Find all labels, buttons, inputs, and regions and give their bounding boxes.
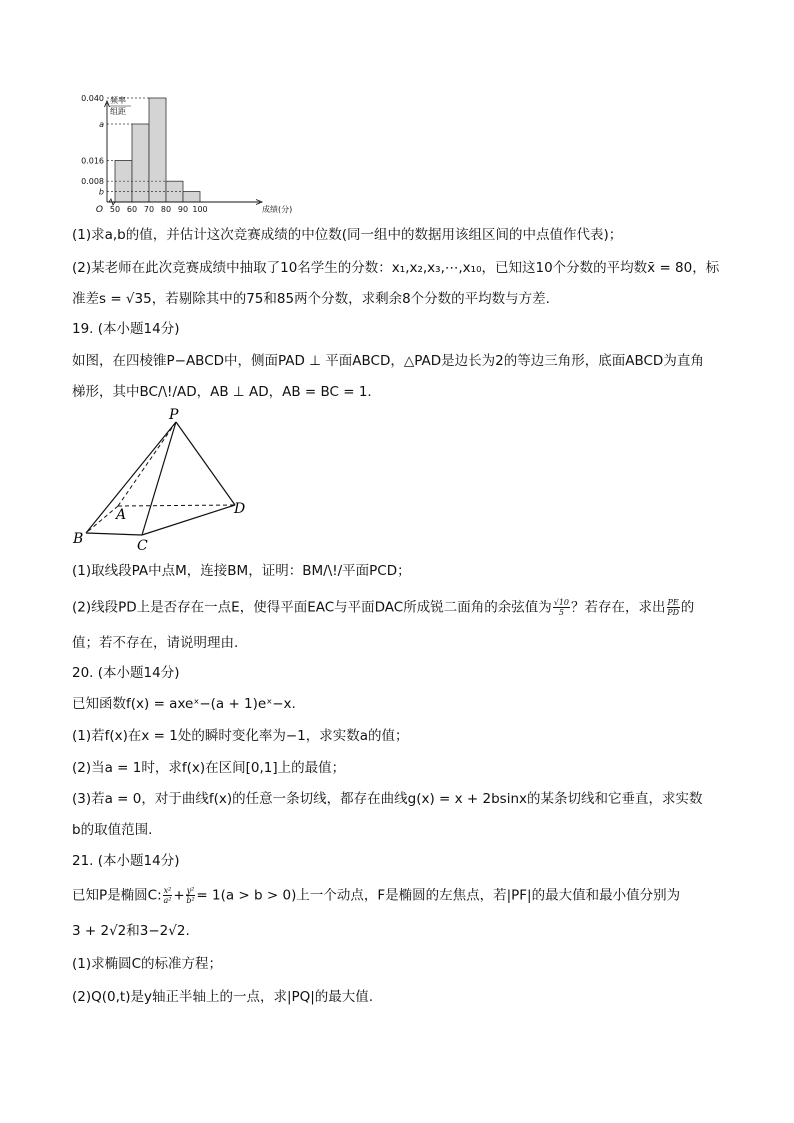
q20-part1: (1)若f(x)在x = 1处的瞬时变化率为−1，求实数a的值； bbox=[72, 728, 409, 744]
bar-90-100 bbox=[183, 192, 200, 202]
edge-PC bbox=[142, 422, 176, 535]
edge-BC bbox=[86, 533, 142, 535]
q18-part2-line2: 准差s = √35，若剔除其中的75和85两个分数，求剩余8个分数的平均数与方差. bbox=[72, 291, 550, 307]
q19-stem-line2: 梯形，其中BC/\!/AD，AB ⊥ AD，AB = BC = 1. bbox=[72, 384, 372, 400]
label-A: A bbox=[116, 507, 127, 523]
x-tick-70: 70 bbox=[143, 205, 155, 214]
fraction-x2-over-a2: $\frac{\text{x²}}{\text{a²}}$ bbox=[163, 886, 172, 905]
bar-60-70 bbox=[132, 124, 149, 202]
x-tick-80: 80 bbox=[160, 205, 172, 214]
bar-70-80 bbox=[149, 98, 166, 202]
y-axis-label-bottom: 组距 bbox=[110, 107, 126, 116]
q21-stem-line1: 已知P是椭圆C: $\frac{\text{x²}}{\text{a²}}$ + $\frac{\text{y²}}{\text{b²}}$ = 1(a > b > 0)上一个动点，F是椭圆的左焦点，若|PF|的最大值和最小值分别为 bbox=[72, 886, 681, 905]
edge-PA bbox=[118, 422, 176, 506]
q18-part2-line1: (2)某老师在此次竞赛成绩中抽取了10名学生的分数：x₁,x₂,x₃,⋯,x₁₀，已知这10个分数的平均数x̄ = 80，标 bbox=[72, 260, 720, 276]
edge-CD bbox=[142, 505, 235, 535]
q21-part2: (2)Q(0,t)是y轴正半轴上的一点，求|PQ|的最大值. bbox=[72, 989, 374, 1005]
q19-stem-line1: 如图，在四棱锥P−ABCD中，侧面PAD ⊥ 平面ABCD，△PAD是边长为2的等边三角形，底面ABCD为直角 bbox=[72, 353, 704, 369]
x-tick-90: 90 bbox=[177, 205, 189, 214]
edge-PD bbox=[176, 422, 235, 505]
q20-part3-line2: b的取值范围. bbox=[72, 822, 153, 838]
q18-part1: (1)求a,b的值，并估计这次竞赛成绩的中位数(同一组中的数据用该组区间的中点值作代表)； bbox=[72, 227, 623, 243]
label-D: D bbox=[234, 501, 246, 517]
edge-AD bbox=[118, 505, 235, 506]
pyramid-figure bbox=[70, 405, 270, 555]
label-B: B bbox=[73, 531, 84, 547]
frequency-histogram bbox=[60, 95, 320, 215]
fraction-sqrt10-over-5: $\frac{√10}{5}$ bbox=[553, 598, 570, 617]
label-C: C bbox=[137, 538, 148, 554]
q20-stem: 已知函数f(x) = axeˣ−(a + 1)eˣ−x. bbox=[72, 696, 296, 712]
y-tick-0.040: 0.040 bbox=[81, 95, 104, 103]
q19-header: 19. (本小题14分) bbox=[72, 321, 180, 337]
y-tick-0.008: 0.008 bbox=[81, 177, 104, 187]
y-axis-label-top: 频率 bbox=[110, 96, 126, 105]
label-P: P bbox=[169, 407, 179, 423]
edge-PB bbox=[86, 422, 176, 533]
q19-part2-line1: (2)线段PD上是否存在一点E，使得平面EAC与平面DAC所成锐二面角的余弦值为 $\frac{√10}{5}$ ？若存在，求出 $\frac{PE}{PD}$ 的 bbox=[72, 598, 695, 617]
q20-part2: (2)当a = 1时，求f(x)在区间[0,1]上的最值； bbox=[72, 760, 346, 776]
q20-part3-line1: (3)若a = 0，对于曲线f(x)的任意一条切线，都存在曲线g(x) = x + 2bsinx的某条切线和它垂直，求实数 bbox=[72, 791, 703, 807]
fraction-PE-over-PD: $\frac{PE}{PD}$ bbox=[667, 598, 680, 617]
y-tick-b: b bbox=[98, 187, 104, 197]
fraction-y2-over-b2: $\frac{\text{y²}}{\text{b²}}$ bbox=[186, 886, 195, 905]
x-tick-100: 100 bbox=[192, 205, 208, 214]
q21-header: 21. (本小题14分) bbox=[72, 853, 180, 869]
x-tick-50: 50 bbox=[109, 205, 121, 214]
origin-label: O bbox=[95, 205, 103, 215]
q19-part1: (1)取线段PA中点M，连接BM，证明：BM/\!/平面PCD； bbox=[72, 563, 411, 579]
y-tick-a: a bbox=[99, 120, 104, 129]
x-axis-label: 成绩(分) bbox=[262, 205, 293, 214]
q21-stem-line2: 3 + 2√2和3−2√2. bbox=[72, 923, 190, 939]
q21-part1: (1)求椭圆C的标准方程； bbox=[72, 956, 223, 972]
q20-header: 20. (本小题14分) bbox=[72, 665, 180, 681]
x-tick-60: 60 bbox=[126, 205, 138, 214]
q19-part2-line2: 值；若不存在，请说明理由. bbox=[72, 635, 239, 651]
edge-AB bbox=[86, 506, 118, 533]
y-tick-0.016: 0.016 bbox=[81, 156, 104, 166]
